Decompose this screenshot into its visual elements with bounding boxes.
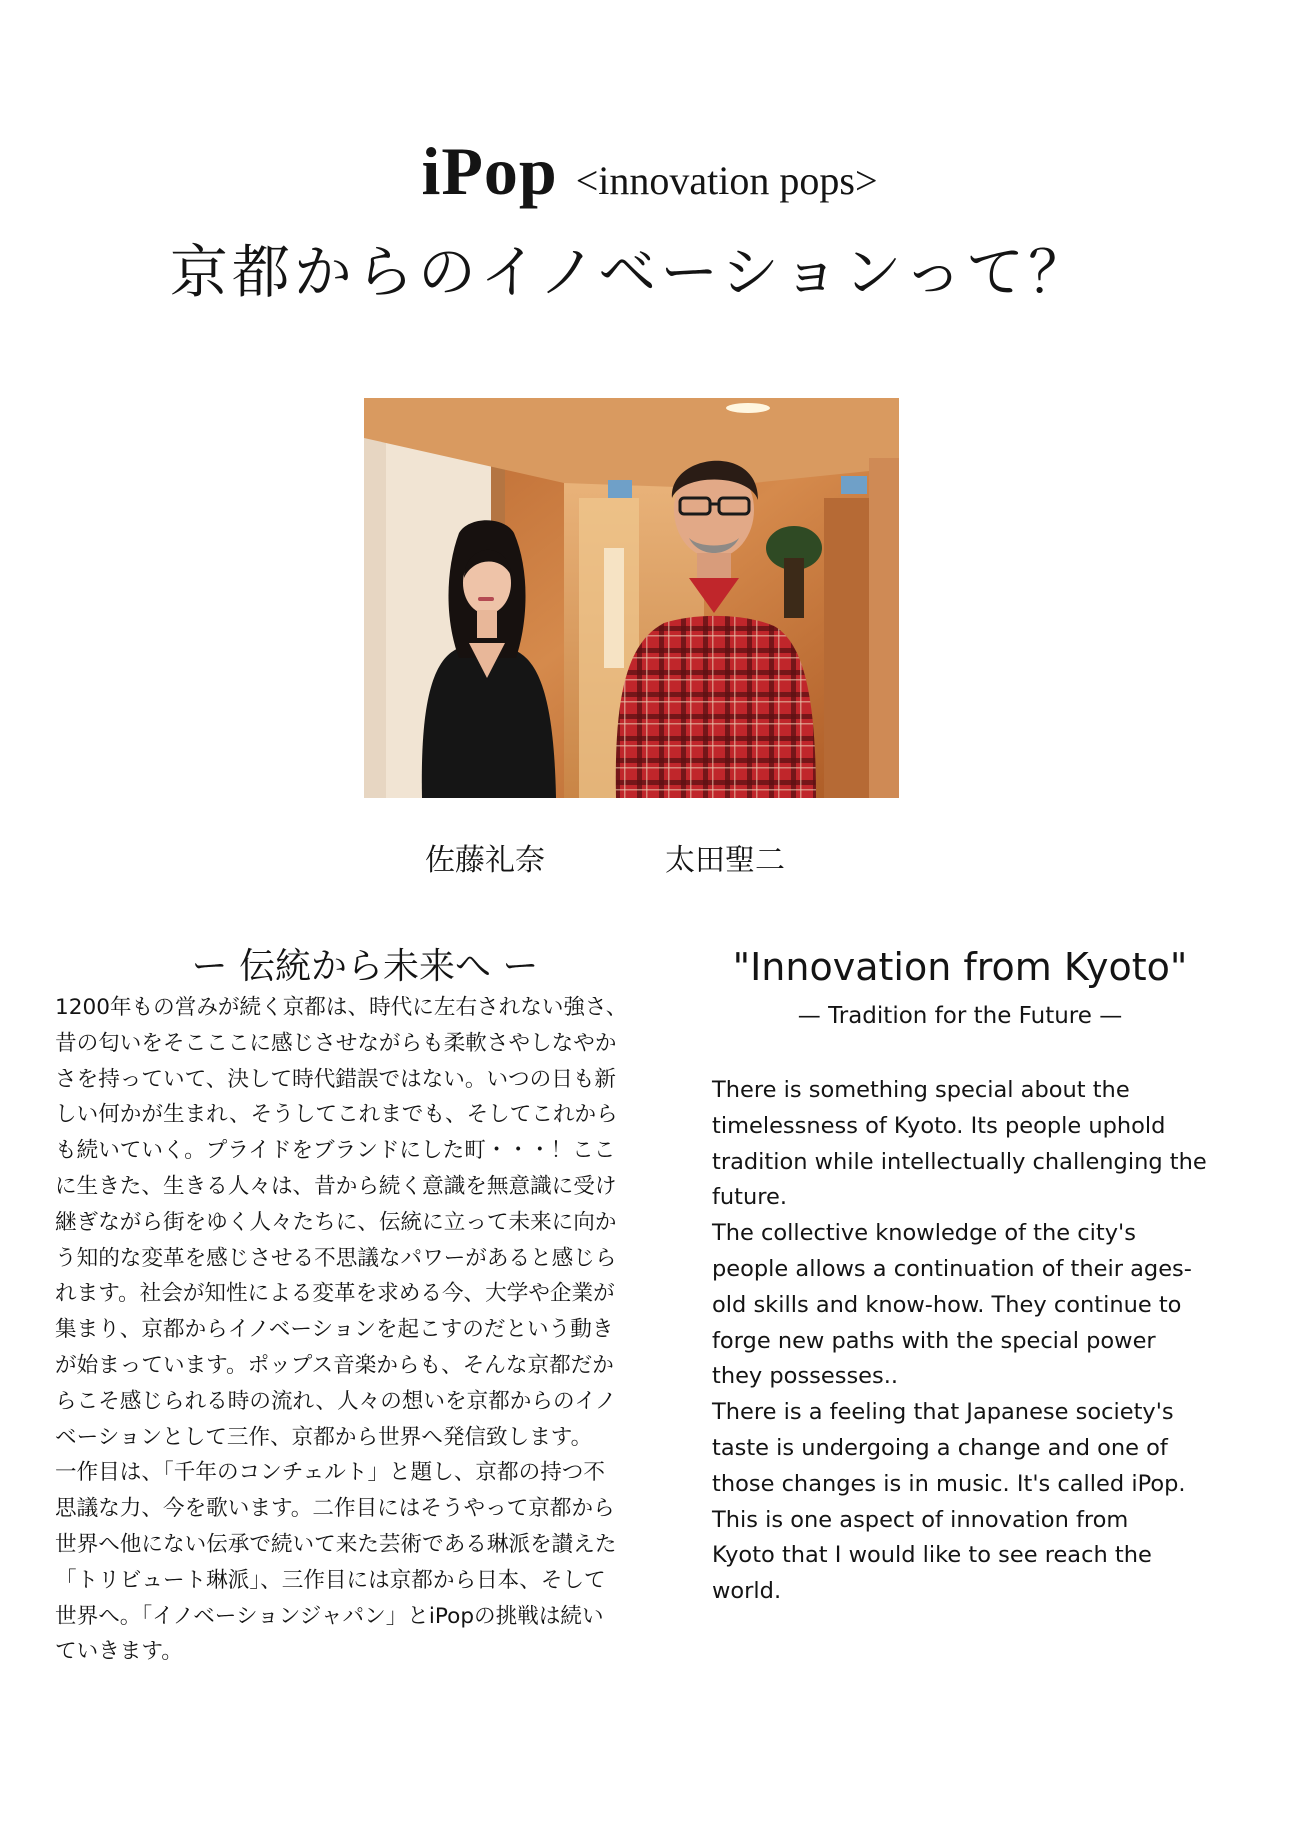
japanese-line: 世界へ。「イノベーションジャパン」とiPopの挑戦は続い: [55, 1603, 604, 1629]
english-line: tradition while intellectually challenging the: [712, 1148, 1207, 1175]
japanese-line: 思議な力、今を歌います。二作目にはそうやって京都から: [55, 1496, 615, 1522]
japanese-line: 昔の匂いをそこここに感じさせながらも柔軟さやしなやか: [55, 1030, 617, 1056]
english-line: timelessness of Kyoto. Its people uphold: [712, 1112, 1166, 1139]
english-line: future.: [712, 1184, 788, 1211]
english-line: This is one aspect of innovation from: [712, 1506, 1129, 1533]
english-line: they possesses..: [712, 1363, 899, 1390]
japanese-line: しい何かが生まれ、そうしてこれまでも、そしてこれから: [55, 1102, 618, 1128]
english-line: forge new paths with the special power: [712, 1327, 1156, 1354]
japanese-line: に生きた、生きる人々は、昔から続く意識を無意識に受け: [55, 1173, 617, 1199]
english-line: Kyoto that I would like to see reach the: [712, 1542, 1152, 1569]
english-line: world.: [712, 1578, 782, 1605]
english-body: [712, 1073, 1232, 1610]
japanese-line: ていきます。: [55, 1639, 183, 1665]
japanese-line: 集まり、京都からイノベーションを起こすのだという動き: [55, 1317, 614, 1343]
japanese-line: 世界へ他にない伝承で続いて来た芸術である琳派を讃えた: [55, 1531, 617, 1557]
brand-subtitle: <innovation pops>: [575, 158, 878, 203]
japanese-line: 1200年もの営みが続く京都は、時代に左右されない強さ、: [55, 995, 628, 1020]
caption-right: 太田聖二: [665, 843, 785, 878]
english-line: The collective knowledge of the city's: [712, 1220, 1136, 1247]
japanese-line: 一作目は、「千年のコンチェルト」と題し、京都の持つ不: [55, 1460, 605, 1486]
japanese-line: 「トリビュート琳派」、三作目には京都から日本、そして: [55, 1567, 606, 1593]
english-line: There is something special about the: [712, 1077, 1130, 1103]
japanese-line: う知的な変革を感じさせる不思議なパワーがあると感じら: [55, 1245, 617, 1271]
japanese-line: れます。社会が知性による変革を求める今、大学や企業が: [55, 1281, 615, 1307]
page-headline: 京都からのイノベーションって？: [169, 238, 1091, 306]
japanese-line: が始まっています。ポップス音楽からも、そんな京都だか: [55, 1352, 614, 1378]
japanese-line: ベーションとして三作、京都から世界へ発信致します。: [55, 1424, 593, 1450]
english-line: There is a feeling that Japanese society's: [712, 1399, 1174, 1426]
english-line: those changes is in music. It's called iPop.: [712, 1470, 1186, 1497]
portrait-photo: [364, 398, 899, 798]
english-subheading: — Tradition for the Future —: [797, 1003, 1123, 1029]
caption-left: 佐藤礼奈: [425, 843, 545, 878]
english-heading: "Innovation from Kyoto": [732, 945, 1188, 989]
japanese-line: さを持っていて、決して時代錯誤ではない。いつの日も新: [55, 1066, 617, 1092]
japanese-line: らこそ感じられる時の流れ、人々の想いを京都からのイノ: [55, 1388, 617, 1414]
title-row: [0, 132, 1299, 211]
english-line: old skills and know-how. They continue to: [712, 1291, 1182, 1318]
brand-title: iPop: [421, 133, 558, 209]
english-line: people allows a continuation of their ages-: [712, 1255, 1192, 1282]
japanese-line: も続いていく。プライドをブランドにした町・・・！ここ: [55, 1138, 616, 1164]
japanese-line: 継ぎながら街をゆく人々たちに、伝統に立って未来に向か: [55, 1209, 617, 1235]
japanese-body: [55, 990, 680, 1670]
japanese-heading: ー 伝統から未来へ ー: [191, 946, 539, 987]
english-line: taste is undergoing a change and one of: [712, 1434, 1168, 1461]
